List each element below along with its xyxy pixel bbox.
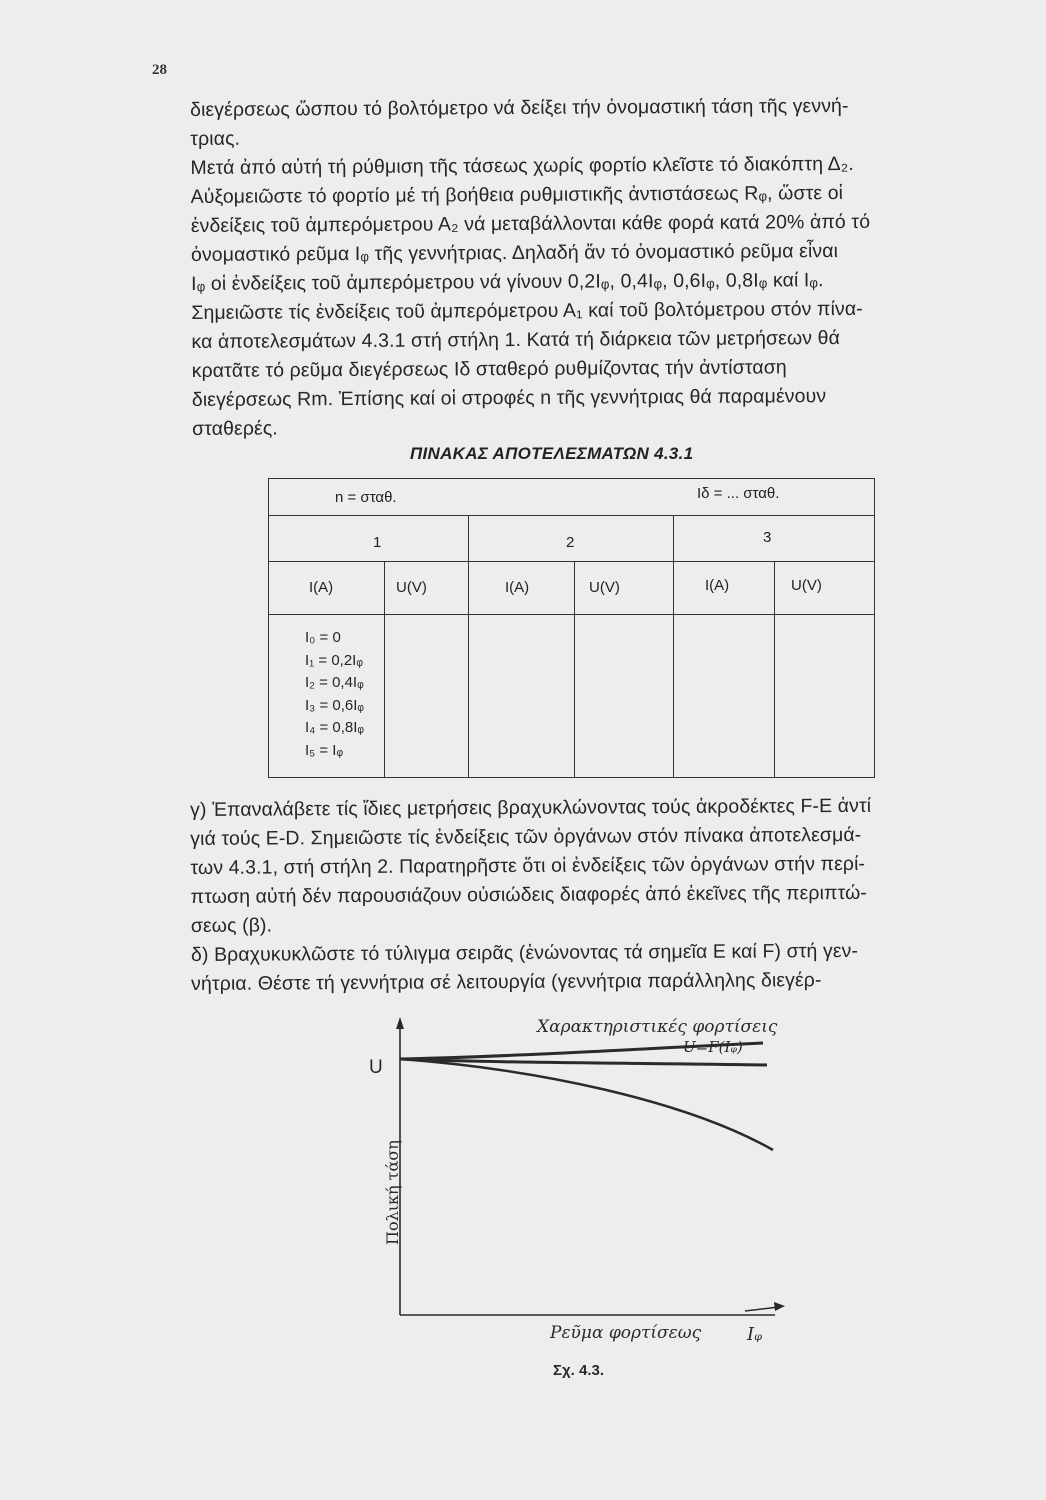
table-title: ΠΙΝΑΚΑΣ ΑΠΟΤΕΛΕΣΜΑΤΩΝ 4.3.1	[410, 444, 694, 463]
gamma-line: των 4.3.1, στή στήλη 2. Παρατηρῆστε ὅτι οἱ ἐνδείξεις τῶν ὀργάνων στήν περί-	[190, 852, 866, 879]
n-constant-label: n = σταθ.	[335, 489, 397, 506]
column-header-2: 2	[566, 534, 575, 551]
sub-header-voltage-1: U(V)	[396, 579, 427, 596]
x-symbol-arrow-line	[745, 1307, 779, 1311]
intro-line: κα ἀποτελεσμάτων 4.3.1 στή στήλη 1. Κατά τή διάρκεια τῶν μετρήσεων θά	[191, 327, 841, 353]
intro-line: ὀνομαστικό ρεῦμα Iᵩ τῆς γεννήτριας. Δηλαδή ἄν τό ὀνομαστικό ρεῦμα εἶναι	[190, 240, 839, 266]
y-axis-arrow-icon	[396, 1017, 404, 1029]
figure-caption: Σχ. 4.3.	[553, 1362, 604, 1379]
table-rule	[774, 561, 775, 777]
page-number: 28	[152, 62, 167, 78]
table-rule	[269, 561, 874, 562]
table-rule	[384, 561, 385, 777]
intro-line: τριας.	[190, 127, 241, 150]
current-step: I₃ = 0,6Iᵩ	[305, 696, 364, 714]
y-axis-label: Πολική τάση	[383, 1140, 402, 1245]
load-characteristics-figure	[355, 1015, 815, 1395]
table-rule	[468, 515, 469, 777]
gamma-line: νήτρια. Θέστε τή γεννήτρια σέ λειτουργία (γεννήτρια παράλληλης διεγέρ-	[191, 969, 822, 995]
current-step: I₅ = Iᵩ	[305, 741, 344, 759]
figure-title-line2: U=F(Iᵩ)	[683, 1038, 743, 1056]
gamma-line: γιά τούς E-D. Σημειῶστε τίς ἐνδείξεις τῶν ὀργάνων στόν πίνακα ἀποτελεσμά-	[190, 823, 862, 850]
sub-header-current-2: I(A)	[505, 579, 530, 596]
y-axis-symbol: U	[369, 1057, 383, 1078]
table-rule	[269, 614, 874, 615]
paragraph-gamma-delta	[190, 791, 991, 999]
sub-header-voltage-3: U(V)	[791, 577, 822, 594]
x-axis-label: Ρεῦμα φορτίσεως	[550, 1323, 702, 1343]
intro-line: Αὐξομειῶστε τό φορτίο μέ τή βοήθεια ρυθμιστικῆς ἀντιστάσεως Rᵩ, ὥστε οἱ	[190, 182, 844, 208]
column-header-3: 3	[763, 529, 772, 546]
intro-line: Μετά ἀπό αὐτή τή ρύθμιση τῆς τάσεως χωρίς φορτίο κλεῖστε τό διακόπτη Δ₂.	[190, 152, 854, 179]
table-rule	[269, 515, 874, 516]
current-step: I₁ = 0,2Iᵩ	[305, 651, 363, 669]
intro-line: διεγέρσεως Rm. Ἐπίσης καί οἱ στροφές n τῆς γεννήτριας θά παραμένουν	[191, 385, 827, 411]
figure-title-line1: Χαρακτηριστικές φορτίσεις	[537, 1017, 778, 1037]
results-table	[268, 478, 875, 778]
gamma-line: σεως (β).	[190, 914, 273, 937]
intro-line: ἐνδείξεις τοῦ ἀμπερόμετρου Α₂ νά μεταβάλλονται κάθε φορά κατά 20% ἀπό τό	[190, 210, 871, 237]
table-rule	[574, 561, 575, 777]
curve-parallel-excitation	[400, 1059, 773, 1150]
sub-header-voltage-2: U(V)	[589, 579, 620, 596]
paragraph-intro	[190, 91, 992, 444]
intro-line: σταθερές.	[191, 417, 278, 440]
current-steps-list	[305, 627, 364, 762]
intro-line: διεγέρσεως ὥσπου τό βολτόμετρο νά δείξει τήν ὀνομαστική τάση τῆς γεννή-	[190, 94, 849, 121]
gamma-line: γ) Ἐπαναλάβετε τίς ἴδιες μετρήσεις βραχυκλώνοντας τούς ἀκροδέκτες F-E ἀντί	[190, 794, 872, 821]
gamma-line: πτωση αὐτή δέν παρουσιάζουν οὐσιώδεις διαφορές ἀπό ἐκεῖνες τῆς περιπτώ-	[190, 881, 868, 908]
intro-line: κρατᾶτε τό ρεῦμα διεγέρσεως Iδ σταθερό ρυθμίζοντας τήν ἀντίσταση	[191, 356, 787, 382]
table-rule	[673, 515, 674, 777]
sub-header-current-3: I(A)	[705, 577, 730, 594]
intro-line: Iᵩ οἱ ἐνδείξεις τοῦ ἀμπερόμετρου νά γίνουν 0,2Iᵩ, 0,4Iᵩ, 0,6Iᵩ, 0,8Iᵩ καί Iᵩ.	[191, 269, 824, 295]
current-step: I₄ = 0,8Iᵩ	[305, 719, 365, 736]
x-axis-symbol: Iᵩ	[747, 1324, 763, 1345]
intro-line: Σημειῶστε τίς ἐνδείξεις τοῦ ἀμπερόμετρου Α₁ καί τοῦ βολτόμετρου στόν πίνα-	[191, 297, 863, 324]
i-delta-constant-label: Iδ = ... σταθ.	[697, 485, 780, 502]
gamma-line: δ) Βραχυκυκλῶστε τό τύλιγμα σειρᾶς (ἑνώνοντας τά σημεῖα E καί F) στή γεν-	[190, 939, 859, 966]
current-step: I₀ = 0	[305, 629, 341, 646]
current-step: I₂ = 0,4Iᵩ	[305, 674, 364, 691]
x-symbol-arrow-icon	[774, 1302, 785, 1311]
column-header-1: 1	[373, 534, 382, 551]
sub-header-current-1: I(A)	[309, 579, 334, 596]
